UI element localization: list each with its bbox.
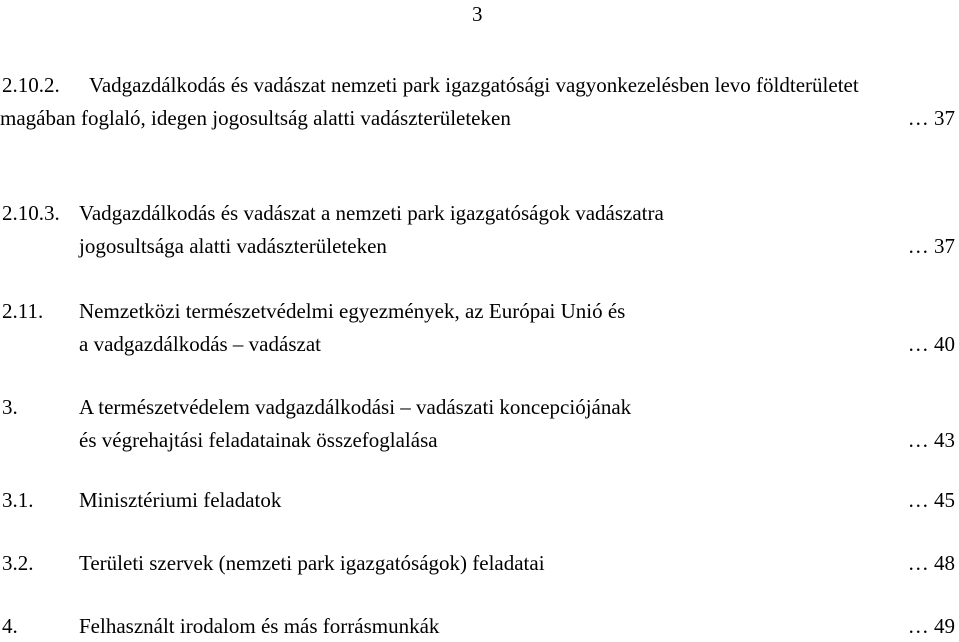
toc-entry-title-line: Területi szervek (nemzeti park igazgatóságok) feladatai [79, 551, 545, 575]
toc-entry-number: 2.10.3. [2, 201, 60, 225]
toc-entry-page: … 40 [907, 332, 955, 356]
toc-entry-number: 2.11. [2, 299, 44, 323]
toc-entry-number: 3.2. [2, 551, 34, 575]
toc-entry-title-line: Vadgazdálkodás és vadászat a nemzeti park igazgatóságok vadászatra [79, 201, 664, 225]
toc-entry-number: 4. [2, 614, 18, 638]
toc-entry-page: … 48 [907, 551, 955, 575]
toc-entry-title-line: Vadgazdálkodás és vadászat nemzeti park igazgatósági vagyonkezelésben levo földterületet [89, 73, 859, 97]
toc-entry-title-line: Nemzetközi természetvédelmi egyezmények, az Európai Unió és [79, 299, 626, 323]
toc-entry-number: 3.1. [2, 488, 34, 512]
toc-entry-number: 3. [2, 395, 18, 419]
toc-entry-title-line: Felhasznált irodalom és más forrásmunkák [79, 614, 440, 638]
toc-entry-title-line: a vadgazdálkodás – vadászat [79, 332, 321, 356]
toc-entry-page: … 45 [907, 488, 955, 512]
toc-entry-title-line: és végrehajtási feladatainak összefoglalása [79, 428, 438, 452]
toc-entry-number: 2.10.2. [2, 73, 60, 97]
toc-entry-page: … 49 [907, 614, 955, 638]
toc-entry-title-line: magában foglaló, idegen jogosultság alatti vadászterületeken [0, 106, 511, 130]
toc-entry-title-line: A természetvédelem vadgazdálkodási – vadászati koncepciójának [79, 395, 632, 419]
toc-entry-page: … 37 [907, 234, 955, 258]
toc-entry-title-line: Minisztériumi feladatok [79, 488, 282, 512]
toc-entry-page: … 37 [907, 106, 955, 130]
toc-entry-page: … 43 [907, 428, 955, 452]
toc-entry-title-line: jogosultsága alatti vadászterületeken [79, 234, 387, 258]
page-number: 3 [472, 2, 483, 26]
